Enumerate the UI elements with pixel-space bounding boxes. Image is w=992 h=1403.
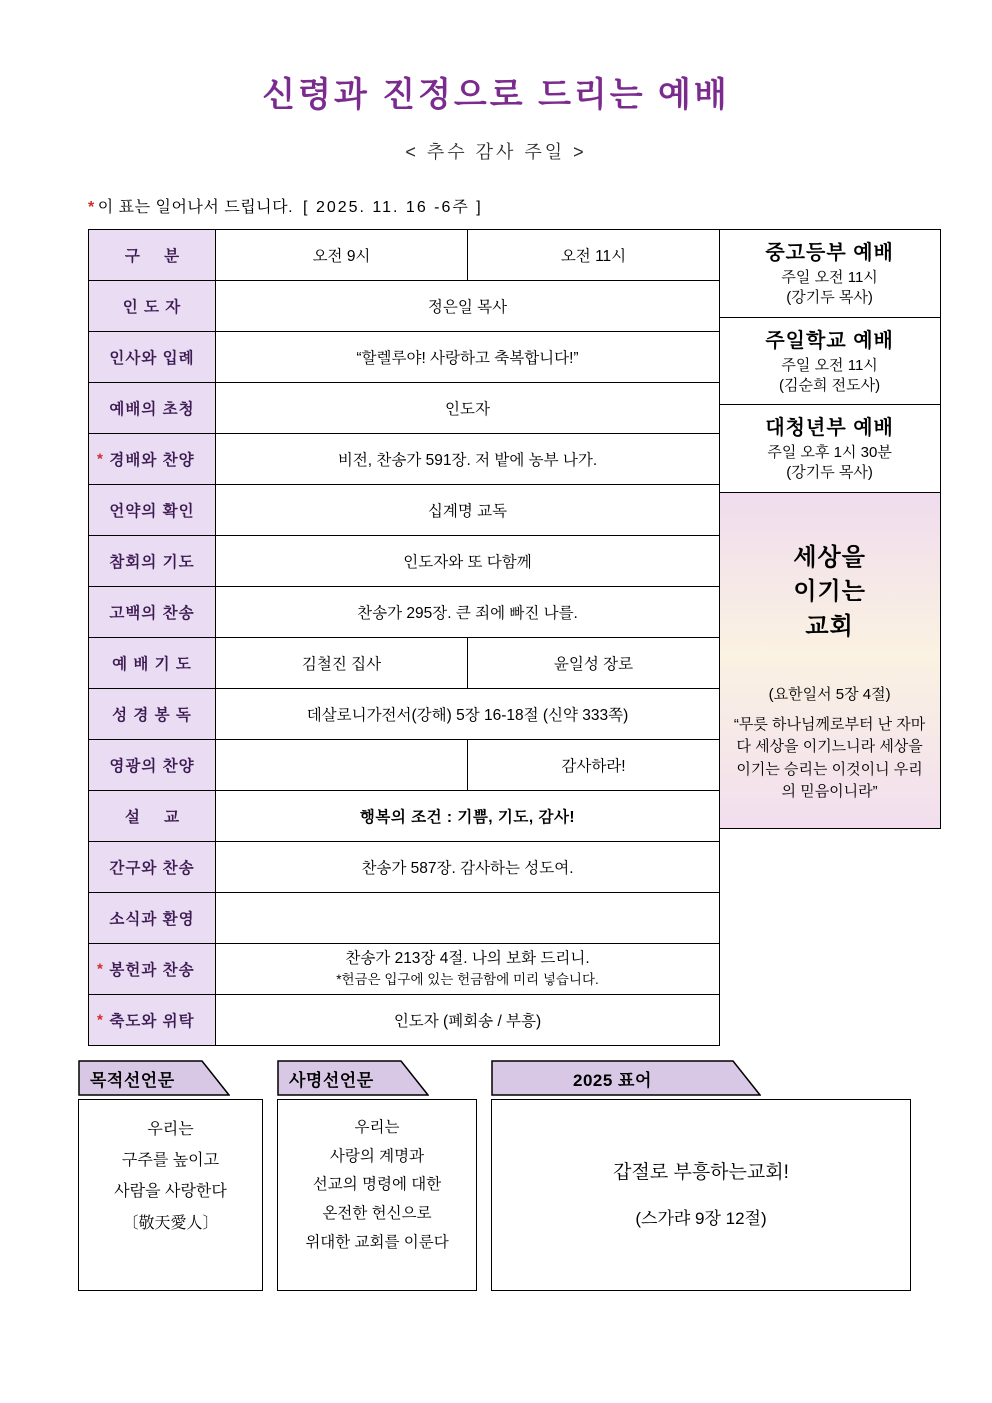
row-label-text: 성 경 봉 독 <box>112 707 192 724</box>
table-row <box>89 944 720 995</box>
row-label-text: 경배와 찬양 <box>109 452 195 469</box>
statements-row <box>0 1060 992 1291</box>
statement-line: 우리는 <box>147 1121 194 1138</box>
statement-line: 구주를 높이고 <box>121 1152 220 1170</box>
service-leader: (강기두 목사) <box>786 289 873 307</box>
row-value-9am <box>216 740 468 791</box>
asterisk-icon: * <box>97 450 104 468</box>
row-label <box>89 995 216 1046</box>
row-value: 인도자와 또 다함께 <box>216 536 720 587</box>
theme-heading-line3: 교회 <box>805 613 854 641</box>
row-label-text: 언약의 확인 <box>109 503 195 520</box>
row-value-11am: 오전 11시 <box>468 230 720 281</box>
content-columns <box>88 229 992 1046</box>
service-title: 대청년부 예배 <box>765 417 894 439</box>
row-label <box>89 638 216 689</box>
theme-verse-text: “무릇 하나님께로부터 난 자마다 세상을 이기느니라 세상을 이기는 승리는 이것이니 우리의 믿음이니라” <box>733 715 926 801</box>
theme-verse-panel <box>719 493 941 829</box>
table-row <box>89 434 720 485</box>
table-row <box>89 893 720 944</box>
row-value: 십계명 교독 <box>216 485 720 536</box>
main-body <box>0 229 992 1046</box>
table-row <box>89 383 720 434</box>
row-label <box>89 791 216 842</box>
service-info-youth <box>719 229 941 318</box>
service-leader: (김순희 전도사) <box>779 376 881 394</box>
notice-date: [ 2025. 11. 16 -6주 ] <box>303 199 483 216</box>
asterisk-icon: * <box>88 199 95 216</box>
row-label-text: 예 배 기 도 <box>112 656 192 673</box>
row-label <box>89 434 216 485</box>
table-row <box>89 332 720 383</box>
table-row <box>89 689 720 740</box>
row-label-text: 봉헌과 찬송 <box>109 962 195 979</box>
service-title: 주일학교 예배 <box>765 329 894 352</box>
row-label-text: 소식과 환영 <box>109 911 195 928</box>
statement-line: 사랑의 계명과 <box>329 1147 425 1165</box>
service-time: 주일 오전 11시 <box>781 269 878 286</box>
motto-reference: (스가랴 9장 12절) <box>635 1209 767 1229</box>
row-label <box>89 740 216 791</box>
theme-verse-reference: (요한일서 5장 4절) <box>768 685 891 703</box>
theme-heading-line1: 세상을 <box>793 543 866 571</box>
statement-line: 위대한 교회를 이룬다 <box>305 1233 449 1251</box>
theme-heading <box>732 541 928 645</box>
row-label <box>89 587 216 638</box>
table-row <box>89 842 720 893</box>
table-row <box>89 587 720 638</box>
table-row <box>89 230 720 281</box>
row-label-text: 설 교 <box>124 809 190 826</box>
row-label <box>89 485 216 536</box>
service-title: 중고등부 예배 <box>765 242 894 264</box>
statement-tab-label: 사명선언문 <box>289 1071 374 1090</box>
row-label <box>89 944 216 995</box>
service-time: 주일 오전 11시 <box>781 356 878 374</box>
statement-tab <box>491 1060 761 1094</box>
row-label <box>89 332 216 383</box>
sermon-title: 행복의 조건 : 기쁨, 기도, 감사! <box>216 791 720 842</box>
row-value: 데살로니가전서(강해) 5장 16-18절 (신약 333쪽) <box>216 689 720 740</box>
statement-line: 온전한 헌신으로 <box>322 1205 432 1223</box>
statement-tab-label: 목적선언문 <box>90 1071 175 1090</box>
statement-line: 사람을 사랑한다 <box>114 1183 227 1201</box>
row-label-text: 참회의 기도 <box>109 554 195 571</box>
table-row <box>89 638 720 689</box>
page-subtitle: < 추수 감사 주일 > <box>405 142 587 162</box>
motto-text: 갑절로 부흥하는교회! <box>613 1162 789 1183</box>
statement-body <box>491 1099 911 1291</box>
row-value: 비전, 찬송가 591장. 저 밭에 농부 나가. <box>216 434 720 485</box>
statement-line: 〔敬天愛人〕 <box>122 1214 219 1232</box>
statement-body <box>277 1099 477 1291</box>
page-title: 신령과 진정으로 드리는 예배 <box>262 76 730 114</box>
table-row <box>89 281 720 332</box>
row-label <box>89 536 216 587</box>
statement-line: 우리는 <box>354 1119 400 1136</box>
row-label-text: 인 도 자 <box>122 299 182 316</box>
standing-notice <box>88 194 992 217</box>
statement-body <box>78 1099 263 1291</box>
row-label-text: 고백의 찬송 <box>109 605 195 622</box>
row-value-11am: 감사하라! <box>468 740 720 791</box>
service-leader: (강기두 목사) <box>786 464 873 482</box>
row-value <box>216 893 720 944</box>
row-label-text: 인사와 입례 <box>109 350 195 367</box>
row-value: 찬송가 587장. 감사하는 성도여. <box>216 842 720 893</box>
order-of-service-table <box>88 229 720 1046</box>
service-info-sundayschool <box>719 318 941 406</box>
row-label <box>89 842 216 893</box>
service-time: 주일 오후 1시 30분 <box>767 444 892 461</box>
row-value: 인도자 (폐회송 / 부흥) <box>216 995 720 1046</box>
row-label-text: 간구와 찬송 <box>109 860 195 877</box>
row-label-text: 축도와 위탁 <box>109 1013 195 1030</box>
row-label <box>89 689 216 740</box>
table-row <box>89 536 720 587</box>
row-label-text: 예배의 초청 <box>109 401 195 418</box>
table-row <box>89 995 720 1046</box>
statement-tab <box>78 1060 230 1094</box>
row-label-text: 구 분 <box>124 248 190 265</box>
theme-heading-line2: 이기는 <box>793 578 866 606</box>
row-value-9am: 김철진 집사 <box>216 638 468 689</box>
notice-text: 이 표는 일어나서 드립니다. <box>97 199 294 216</box>
statement-purpose <box>78 1060 263 1291</box>
statement-line: 선교의 명령에 대한 <box>312 1176 442 1194</box>
table-row <box>89 740 720 791</box>
row-value: 정은일 목사 <box>216 281 720 332</box>
row-label <box>89 281 216 332</box>
row-value-9am: 오전 9시 <box>216 230 468 281</box>
row-value <box>216 944 720 995</box>
right-column <box>719 229 941 829</box>
table-row <box>89 791 720 842</box>
row-value: 인도자 <box>216 383 720 434</box>
row-label-text: 영광의 찬양 <box>109 758 195 775</box>
asterisk-icon: * <box>97 1011 104 1029</box>
statement-motto <box>491 1060 911 1291</box>
row-value: “할렐루야! 사랑하고 축복합니다!” <box>216 332 720 383</box>
offering-hymn: 찬송가 213장 4절. 나의 보화 드리니. <box>345 949 590 967</box>
statement-mission <box>277 1060 477 1291</box>
row-value-11am: 윤일성 장로 <box>468 638 720 689</box>
row-label <box>89 893 216 944</box>
row-value: 찬송가 295장. 큰 죄에 빠진 나를. <box>216 587 720 638</box>
statement-tab-label: 2025 표어 <box>573 1071 652 1090</box>
offering-note: *헌금은 입구에 있는 헌금함에 미리 넣습니다. <box>336 972 599 988</box>
row-label <box>89 383 216 434</box>
service-info-youngadult <box>719 405 941 493</box>
asterisk-icon: * <box>97 960 104 978</box>
statement-tab <box>277 1060 429 1094</box>
table-row <box>89 485 720 536</box>
row-label <box>89 230 216 281</box>
